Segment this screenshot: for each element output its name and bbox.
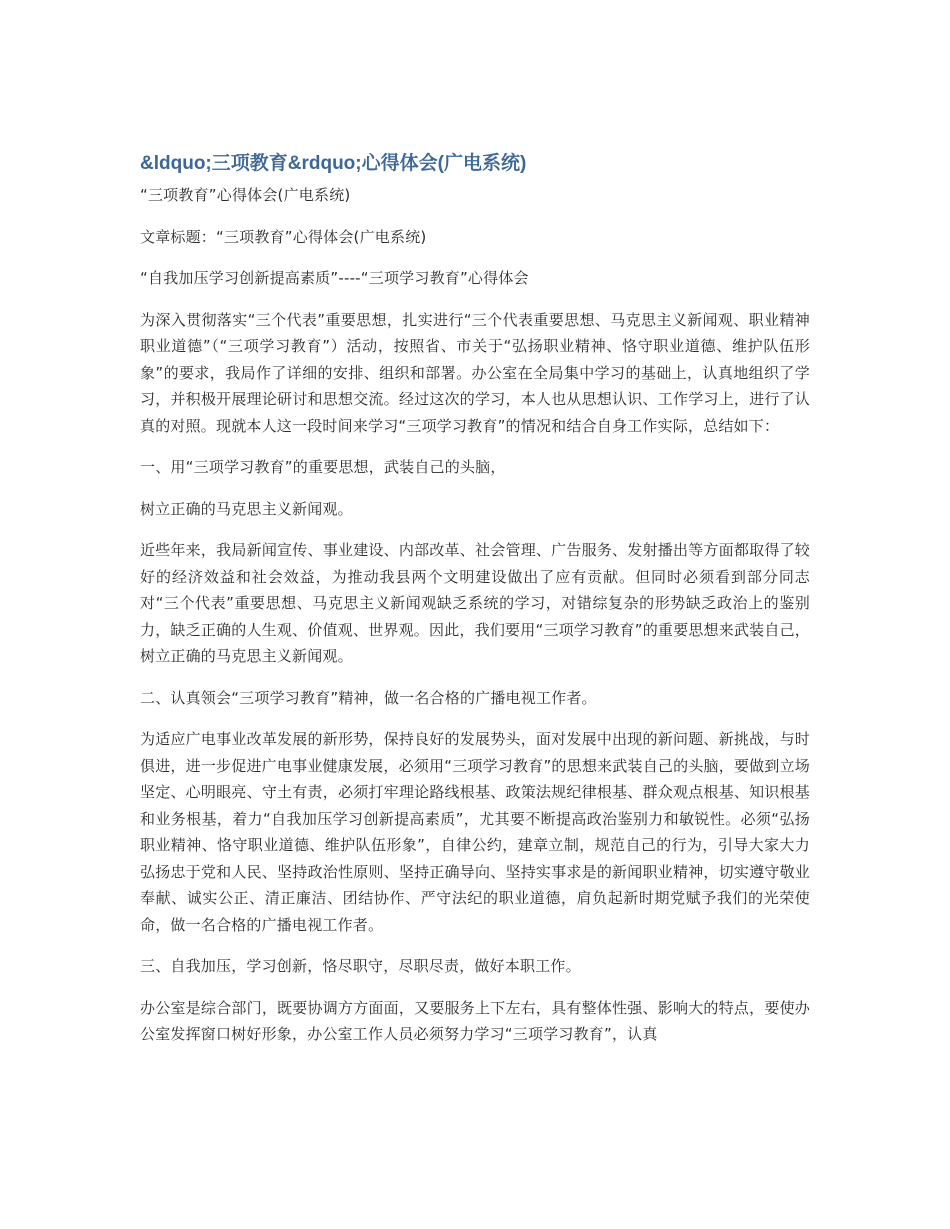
paragraph-section-1: 近些年来，我局新闻宣传、事业建设、内部改革、社会管理、广告服务、发射播出等方面都取得了较好的经济效益和社会效益，为推动我县两个文明建设做出了应有贡献。但同时必须看到部分同志对“三个代表”重要思想、马克思主义新闻观缺乏系统的学习，对错综复杂的形势缺乏政治上的鉴别力，缺乏正确的人生观、价值观、世界观。因此，我们要用“三项学习教育”的重要思想来武装自己，树立正确的马克思主义新闻观。 bbox=[140, 541, 810, 665]
section-heading-1: 一、用“三项学习教育”的重要思想，武装自己的头脑， bbox=[140, 458, 506, 476]
section-heading-3: 三、自我加压，学习创新，恪尽职守，尽职尽责，做好本职工作。 bbox=[140, 957, 581, 975]
document-title: &ldquo;三项教育&rdquo;心得体会(广电系统) bbox=[140, 153, 527, 174]
section-heading-1-cont: 树立正确的马克思主义新闻观。 bbox=[140, 499, 353, 518]
section-heading-2: 二、认真领会“三项学习教育”精神，做一名合格的广播电视工作者。 bbox=[140, 688, 597, 707]
paragraph-section-2: 为适应广电事业改革发展的新形势，保持良好的发展势头，面对发展中出现的新问题、新挑战，与时俱进，进一步促进广电事业健康发展，必须用“三项学习教育”的思想来武装自己的头脑，要做到立场坚定、心明眼亮、守土有责，必须打牢理论路线根基、政策法规纪律根基、群众观点根基、知识根基和业务根基，着力“自我加压学习创新提高素质”，尤其要不断提高政治鉴别力和敏锐性。必须“弘扬职业精神、恪守职业道德、维护队伍形象”，自律公约，建章立制，规范自己的行为，引导大家大力弘扬忠于党和人民、坚持政治性原则、坚持正确导向、坚持实事求是的新闻职业精神，切实遵守敬业奉献、诚实公正、清正廉洁、团结协作、严守法纪的职业道德，肩负起新时期党赋予我们的光荣使命，做一名合格的广播电视工作者。 bbox=[140, 730, 810, 934]
paragraph-article-title: 文章标题：“三项教育”心得体会(广电系统) bbox=[140, 227, 427, 246]
paragraph-theme: “自我加压学习创新提高素质”----“三项学习教育”心得体会 bbox=[140, 269, 529, 287]
paragraph-section-3: 办公室是综合部门，既要协调方方面面，又要服务上下左右，具有整体性强、影响大的特点，要使办公室发挥窗口树好形象，办公室工作人员必须努力学习“三项学习教育”，认真 bbox=[140, 998, 810, 1043]
document-page bbox=[140, 150, 810, 1063]
paragraph-intro: 为深入贯彻落实“三个代表”重要思想，扎实进行“三个代表重要思想、马克思主义新闻观、职业精神职业道德”（“三项学习教育”）活动，按照省、市关于“弘扬职业精神、恪守职业道德、维护队伍形象”的要求，我局作了详细的安排、组织和部署。办公室在全局集中学习的基础上，认真地组织了学习，并积极开展理论研讨和思想交流。经过这次的学习，本人也从思想认识、工作学习上，进行了认真的对照。现就本人这一段时间来学习“三项学习教育”的情况和结合自身工作实际，总结如下： bbox=[140, 310, 810, 435]
paragraph-subtitle: “三项教育”心得体会(广电系统) bbox=[140, 186, 351, 204]
